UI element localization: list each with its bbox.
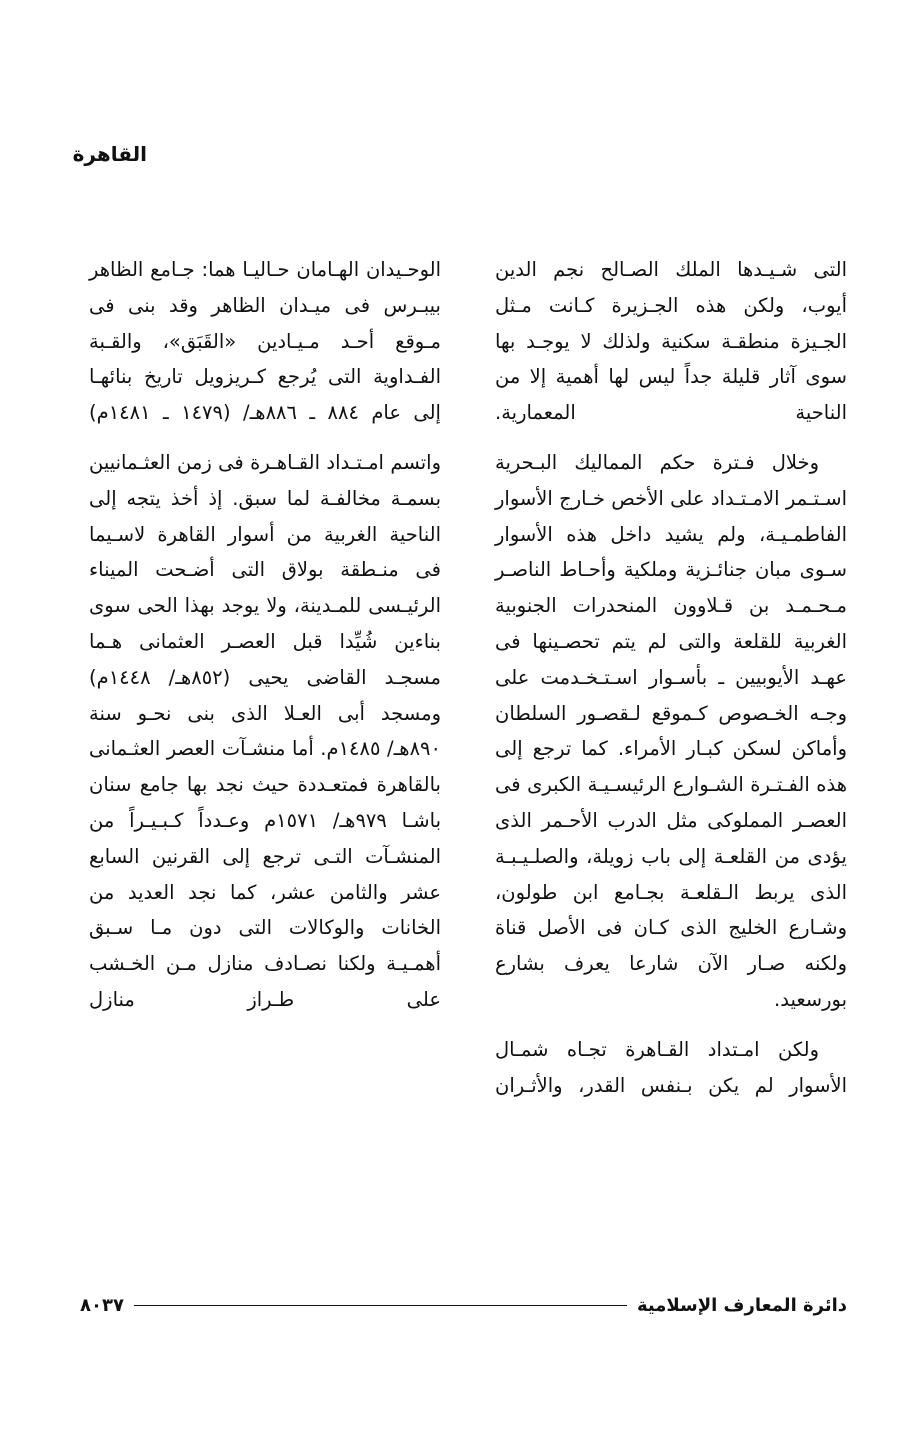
- page-footer: [80, 1290, 847, 1320]
- paragraph: الوحـيدان الهـامان حـاليـا هما: جـامع الظاهر بيبـرس فى ميـدان الظاهر وقد بنى فى مـوقع أحـد مـيـادين «القَبَق»، والقـبة الفـداوية التى يُرجع كـريزويل تاريخ بنائهـا إلى عام ٨٨٤ ـ ٨٨٦هـ/ (١٤٧٩ ـ ١٤٨١م): [89, 258, 441, 425]
- paragraph: وخلال فـترة حكم المماليك البـحرية اسـتـمر الامـتـداد على الأخص خـارج الأسوار الفاطمـيـة، ولم يشيد داخل هذه الأسوار سـوى مبان جنائـزية وملكية وأحـاط الناصـر مـحـمـد بن قـلاوون المنحدرات الجنوبية الغربية للقلعة والتى لم يتم تحصـينها فى عهـد الأيوبيين ـ بأسـوار اسـتـخـدمت على وجـه الخـصوص كـموقع لـقصـور السلطان وأماكن لسكن كبـار الأمراء. كما ترجع إلى هذه الفـتـرة الشـوارع الرئيسـيـة الكبرى فى العصـر المملوكى مثل الدرب الأحـمر الذى يؤدى من القلعـة إلى باب زويلة، والصلـيـبـة الذى يربط الـقلعـة بجـامع ابن طولون، وشـارع الخليج الذى كـان فى الأصل قناة ولكنه صـار الآن شارعا يعرف بشارع بورسعيد.: [495, 450, 847, 1011]
- right-column: [495, 252, 847, 1117]
- paragraph: التى شـيـدها الملك الصـالح نجم الدين أيوب، ولكن هذه الجـزيرة كـانت مـثل الجـيزة منطقـة سكنية ولذلك لا يوجـد بها سوى آثار قليلة جداً ليس لها أهمية إلا من الناحية المعمارية.: [495, 258, 847, 425]
- left-column: [89, 252, 441, 1032]
- paragraph: واتسم امـتـداد القـاهـرة فى زمن العثـمانيين بسمـة مخالفـة لما سبق. إذ أخذ يتجه إلى الناحية الغربية من أسوار القاهرة لاسـيما فى منـطقة بولاق التى أضـحت الميناء الرئيـسى للمـدينة، ولا يوجد بهذا الحى سوى بناءين شُيِّدا قبل العصـر العثمانى هـما مسجـد القاضى يحيى (٨٥٢هـ/ ١٤٤٨م) ومسجد أبى العـلا الذى بنى نحـو سنة ٨٩٠هـ/ ١٤٨٥م. أما منشـآت العصر العثـمانى بالقاهرة فمتعـددة حيث نجد بها جامع سنان باشـا ٩٧٩هـ/ ١٥٧١م وعـدداً كـبـيـراً من المنشـآت التـى ترجع إلى القرنين السابع عشر والثامن عشر، كما نجد العديد من الخانات والوكالات التى دون مـا سـبق أهمـيـة ولكنا نصـادف منازل مـن الخـشب على طـراز منازل: [89, 450, 442, 1011]
- running-head: القاهرة: [72, 142, 147, 166]
- footer-title: دائرة المعارف الإسلامية: [636, 1294, 847, 1316]
- page-number: ٨٠٣٧: [80, 1294, 124, 1316]
- paragraph: ولكن امـتداد القـاهرة تجـاه شمـال الأسوار لم يكن بـنفس القدر، والأثـران: [495, 1037, 847, 1097]
- footer-rule: [134, 1305, 627, 1306]
